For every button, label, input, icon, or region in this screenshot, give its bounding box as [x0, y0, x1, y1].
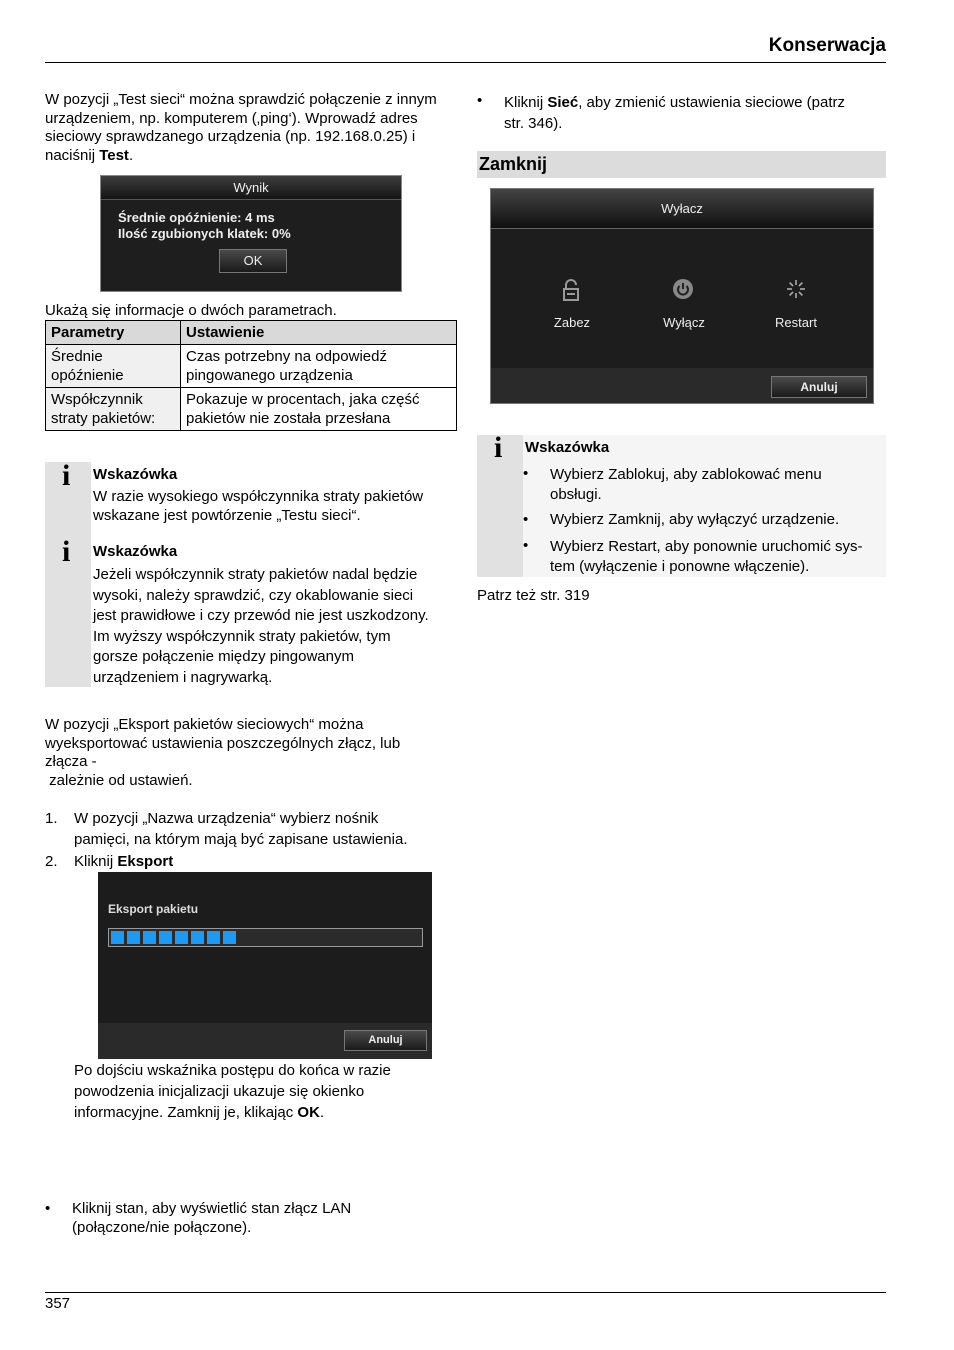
cancel-button[interactable]: Anuluj — [344, 1030, 427, 1051]
progress-segment — [143, 931, 156, 944]
bullet-line: str. 346). — [504, 115, 563, 132]
note-line: Im wyższy współczynnik straty pakietów, tym — [93, 627, 391, 645]
note-line: Jeżeli współczynnik straty pakietów nadal będzie — [93, 566, 418, 583]
table-cell — [46, 388, 181, 431]
table-row — [46, 345, 457, 388]
section-title: Zamknij — [477, 151, 886, 178]
note-line: Wybierz Restart, aby ponownie uruchomić sys- — [550, 538, 863, 555]
note-line: wysoki, należy sprawdzić, czy okablowanie sieci — [93, 586, 414, 604]
cell-line: Średnie — [51, 348, 103, 365]
bullet-dot: • — [523, 511, 529, 528]
progress-segment — [175, 931, 188, 944]
note-line: wskazane jest powtórzenie „Testu sieci“. — [93, 506, 361, 524]
step-bold: Eksport — [117, 853, 174, 870]
table-cell — [46, 345, 181, 388]
note-title: Wskazówka — [93, 543, 178, 560]
table-header-cell: Ustawienie — [181, 321, 457, 345]
table-header-row — [46, 321, 457, 345]
para-suffix: . — [319, 1104, 325, 1121]
para-line: W pozycji „Eksport pakietów sieciowych“ można — [45, 716, 364, 733]
note-line: obsługi. — [550, 486, 602, 503]
cell-line: straty pakietów: — [51, 410, 156, 427]
siec-bullet-text — [504, 92, 884, 134]
note-sidebar — [45, 459, 91, 687]
cell-line: pakietów nie została przesłana — [186, 410, 391, 427]
lock-option-label[interactable]: Zabez — [553, 315, 591, 330]
note-line: jest prawidłowe i czy przewód nie jest uszkodzony. — [93, 607, 429, 624]
para-line: wyeksportować ustawienia poszczególnych złącz, lub — [45, 734, 401, 752]
cell-line: Współczynnik — [51, 391, 143, 408]
step-line: pamięci, na którym mają być zapisane ustawienia. — [74, 831, 408, 848]
bullet-suffix: , aby zmienić ustawienia sieciowe (patrz — [578, 94, 845, 111]
cell-line: Czas potrzebny na odpowiedź — [186, 348, 387, 365]
progress-segment — [159, 931, 172, 944]
export-dialog-title: Eksport pakietu — [108, 902, 199, 916]
progress-segment — [111, 931, 124, 944]
step-text — [74, 808, 408, 850]
result-dialog-title: Wynik — [101, 176, 401, 200]
restart-option-label[interactable]: Restart — [775, 315, 817, 330]
bullet-dot: • — [45, 1200, 51, 1217]
progress-segment — [207, 931, 220, 944]
para-line: informacyjne. Zamknij je, klikając — [74, 1104, 298, 1121]
step-number: 2. — [45, 853, 58, 870]
table-cell — [181, 388, 457, 431]
note-line: tem (wyłączenie i ponowne włączenie). — [550, 558, 810, 575]
table-row — [46, 388, 457, 431]
para-line: powodzenia inicjalizacji ukazuje się okienko — [74, 1083, 365, 1100]
footer-rule — [45, 1292, 886, 1293]
page-number: 357 — [45, 1295, 71, 1312]
info-icon: i — [494, 431, 503, 464]
ok-bold: OK — [297, 1104, 320, 1121]
power-icon[interactable] — [672, 278, 694, 305]
step-line: W pozycji „Nazwa urządzenia“ wybierz nośnik — [74, 810, 379, 827]
bullet-bold: Sieć — [547, 94, 579, 111]
note-line: W razie wysokiego współczynnika straty pakietów — [93, 488, 424, 505]
note-title: Wskazówka — [93, 466, 178, 483]
test-sieci-paragraph — [45, 91, 457, 165]
note-line: gorsze połączenie między pingowanym — [93, 648, 354, 665]
para-bold: Test — [99, 146, 129, 164]
result-dialog — [100, 175, 402, 292]
para-suffix: . — [128, 146, 134, 164]
para-line: zależnie od ustawień. — [45, 771, 193, 789]
after-export-text — [74, 1060, 391, 1123]
para-line: złącza - — [45, 753, 97, 770]
progress-segment — [127, 931, 140, 944]
progress-segment — [191, 931, 204, 944]
header-rule — [45, 62, 886, 63]
lock-icon[interactable] — [561, 279, 581, 308]
lan-bullet-text — [72, 1200, 351, 1237]
para-line: Po dojściu wskaźnika postępu do końca w razie — [74, 1062, 391, 1079]
table-header-cell: Parametry — [46, 321, 181, 345]
lost-frames-text: Ilość zgubionych klatek: 0% — [118, 226, 291, 241]
note-bullet-text: Wybierz Zamknij, aby wyłączyć urządzenie. — [550, 511, 840, 528]
progress-segment — [223, 931, 236, 944]
params-intro: Ukażą się informacje o dwóch parametrach. — [45, 302, 337, 319]
export-paragraph — [45, 716, 457, 790]
note-text — [93, 565, 461, 688]
bullet-line: (połączone/nie połączone). — [72, 1218, 252, 1236]
ok-button[interactable]: OK — [219, 249, 287, 273]
export-progress-bar — [108, 928, 423, 947]
info-icon: i — [62, 535, 71, 568]
para-text: W pozycji „Test sieci“ można sprawdzić połączenie z innym urządzeniem, np. komputerem (‚ping‘). Wprowadź adres sieciowy sprawdzanego urządzenia (np. 192.168.0.25) i naciśnij — [45, 91, 437, 164]
params-table — [45, 320, 457, 431]
table-cell — [181, 345, 457, 388]
avg-delay-text: Średnie opóźnienie: 4 ms — [118, 210, 275, 225]
note-text — [93, 488, 457, 525]
bullet-prefix: Kliknij — [504, 94, 548, 111]
cell-line: pingowanego urządzenia — [186, 367, 353, 384]
step-prefix: Kliknij — [74, 853, 118, 870]
note-bullet-text — [550, 465, 822, 505]
see-also-link[interactable]: Patrz też str. 319 — [477, 587, 590, 604]
bullet-line: Kliknij stan, aby wyświetlić stan złącz LAN — [72, 1200, 352, 1217]
bullet-dot: • — [523, 465, 529, 482]
shutdown-dialog-title: Wyłacz — [661, 201, 703, 216]
export-dialog — [98, 872, 432, 1059]
cell-line: opóźnienie — [51, 367, 124, 384]
note-line: Wybierz Zablokuj, aby zablokować menu — [550, 466, 822, 483]
spinner-icon[interactable] — [785, 278, 807, 305]
note-title: Wskazówka — [525, 439, 610, 456]
bullet-dot: • — [477, 92, 483, 109]
cancel-button[interactable]: Anuluj — [771, 376, 867, 398]
step-number: 1. — [45, 810, 58, 827]
shutdown-dialog — [490, 188, 874, 404]
page-header-title: Konserwacja — [768, 35, 886, 56]
step-text — [74, 851, 173, 872]
cell-line: Pokazuje w procentach, jaka część — [186, 391, 420, 408]
note-bullet-text — [550, 537, 862, 577]
bullet-dot: • — [523, 537, 529, 554]
power-off-option-label[interactable]: Wyłącz — [663, 315, 705, 330]
info-icon: i — [62, 459, 71, 492]
note-line: urządzeniem i nagrywarką. — [93, 668, 273, 686]
